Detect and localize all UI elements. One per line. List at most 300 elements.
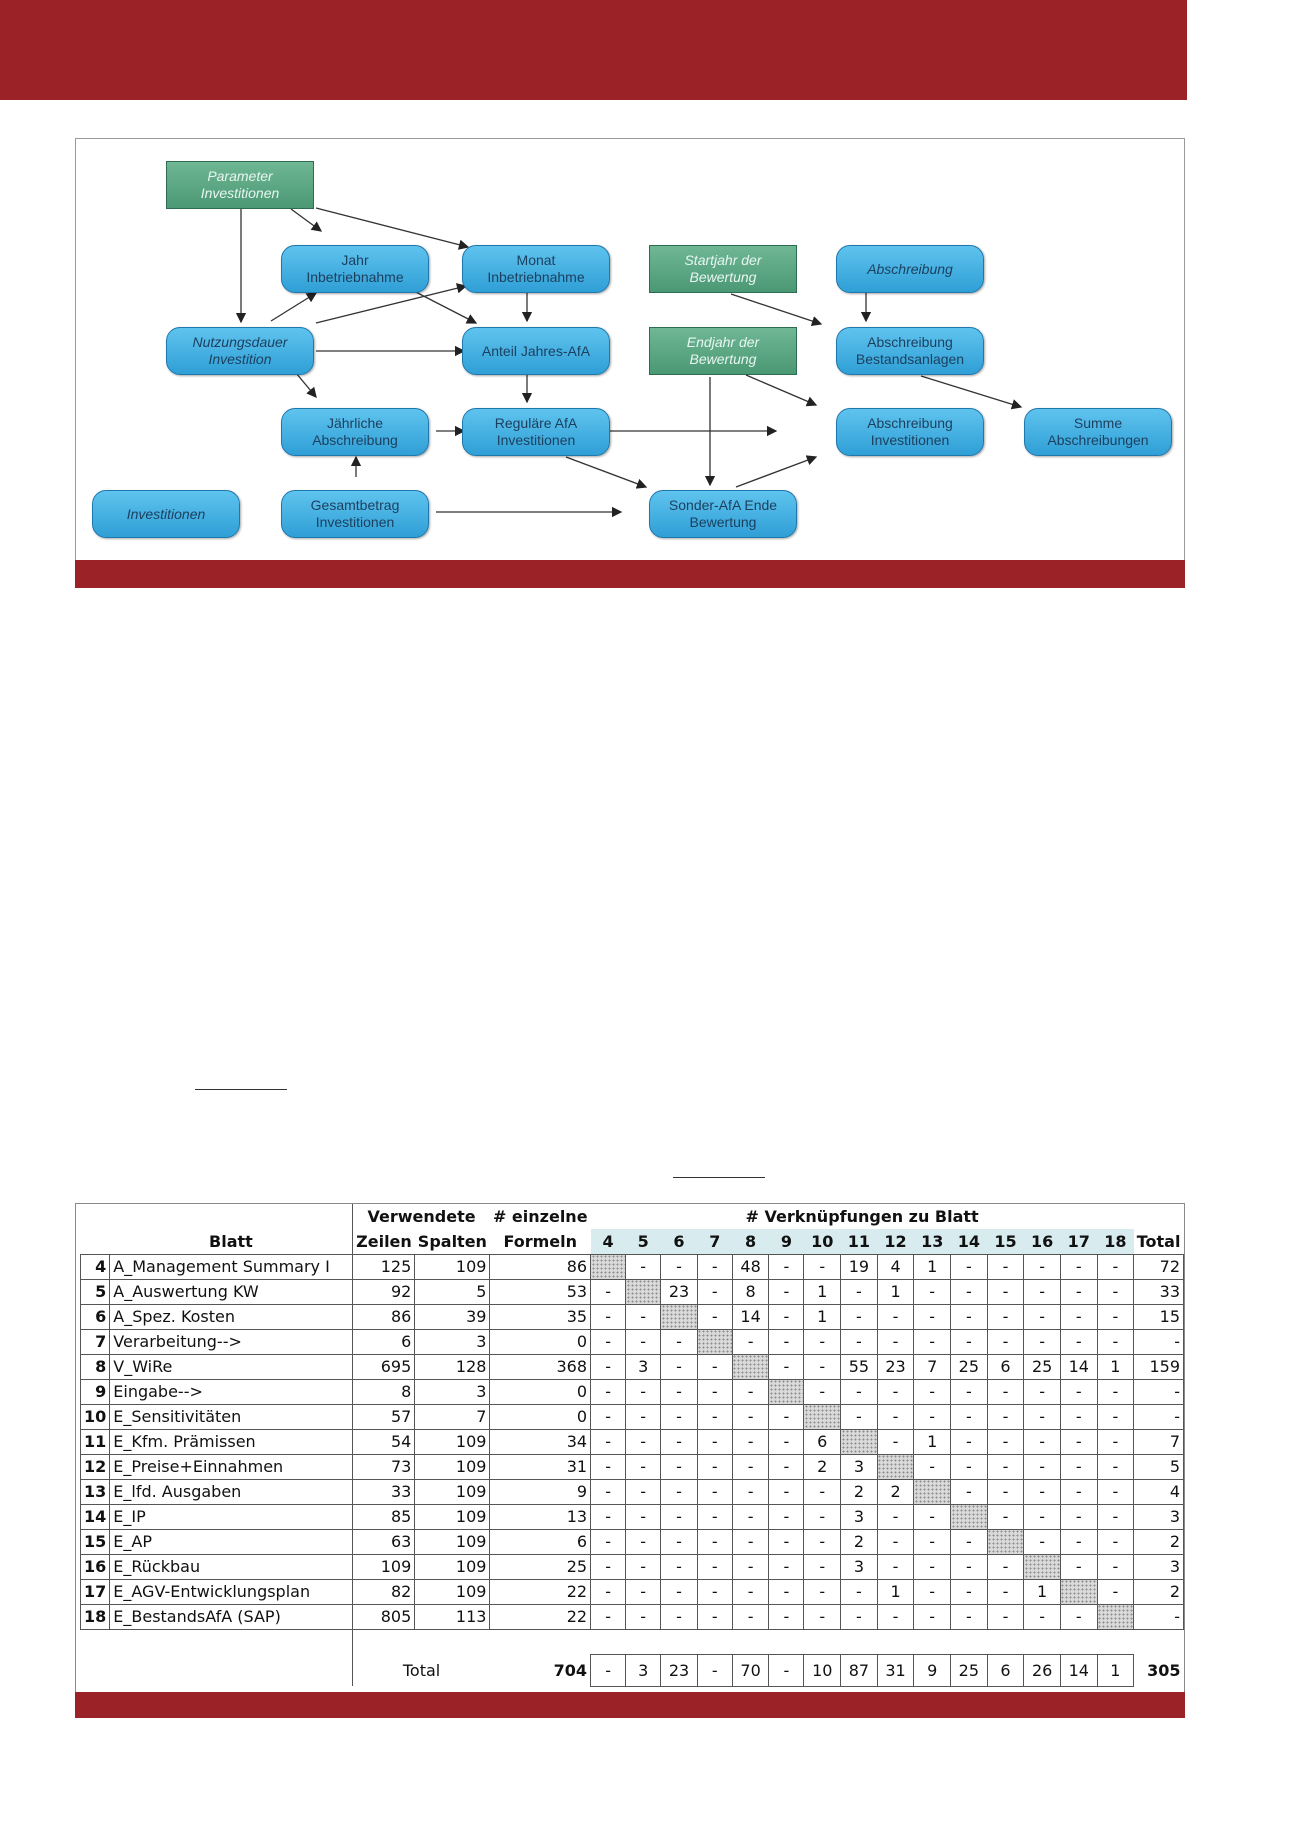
link-count: -: [1024, 1529, 1061, 1554]
formeln-value: 22: [490, 1604, 591, 1629]
totals-link-count: 9: [914, 1654, 951, 1686]
link-count: -: [914, 1329, 951, 1354]
link-count: -: [1024, 1379, 1061, 1404]
link-count: 2: [804, 1454, 841, 1479]
zeilen-value: 6: [353, 1329, 415, 1354]
row-total: -: [1134, 1604, 1184, 1629]
row-total: 2: [1134, 1529, 1184, 1554]
spalten-value: 109: [415, 1504, 490, 1529]
link-count: -: [1097, 1579, 1134, 1604]
link-count: -: [951, 1454, 988, 1479]
link-count: 3: [626, 1354, 661, 1379]
link-count: -: [804, 1604, 841, 1629]
spalten-value: 109: [415, 1254, 490, 1279]
link-count: -: [661, 1429, 698, 1454]
link-count: -: [877, 1604, 914, 1629]
totals-formeln: 704: [553, 1660, 588, 1680]
link-count: -: [732, 1379, 769, 1404]
link-count: -: [591, 1379, 626, 1404]
link-count: -: [951, 1479, 988, 1504]
link-count: -: [1097, 1454, 1134, 1479]
totals-link-count: 6: [987, 1654, 1024, 1686]
edge: [296, 373, 316, 397]
link-count: [661, 1304, 698, 1329]
link-count: -: [841, 1329, 878, 1354]
formeln-value: 35: [490, 1304, 591, 1329]
link-count: -: [732, 1429, 769, 1454]
link-count: -: [1060, 1304, 1097, 1329]
table-row: [81, 1404, 1184, 1429]
link-count: -: [1060, 1254, 1097, 1279]
link-count: -: [732, 1604, 769, 1629]
link-count: 14: [732, 1304, 769, 1329]
link-count: -: [877, 1329, 914, 1354]
header-link-column: 13: [914, 1229, 951, 1254]
formeln-value: 368: [490, 1354, 591, 1379]
sheet-name: Verarbeitung-->: [110, 1329, 353, 1354]
link-count: -: [769, 1554, 804, 1579]
zeilen-value: 109: [353, 1554, 415, 1579]
link-count: 8: [732, 1279, 769, 1304]
link-count: -: [1097, 1279, 1134, 1304]
header-link-column: 18: [1097, 1229, 1134, 1254]
row-total: -: [1134, 1404, 1184, 1429]
link-count: 1: [804, 1304, 841, 1329]
header-link-column: 4: [591, 1229, 626, 1254]
link-count: 1: [804, 1279, 841, 1304]
link-count: -: [877, 1529, 914, 1554]
formeln-value: 9: [490, 1479, 591, 1504]
link-count: -: [626, 1429, 661, 1454]
header-blank: [81, 1229, 110, 1254]
link-count: -: [697, 1479, 732, 1504]
table-row: [81, 1304, 1184, 1329]
link-count: -: [877, 1379, 914, 1404]
header-link-column: 11: [841, 1229, 878, 1254]
sheet-name: E_Preise+Einnahmen: [110, 1454, 353, 1479]
link-count: -: [951, 1429, 988, 1454]
link-count: -: [1097, 1329, 1134, 1354]
link-count: -: [732, 1329, 769, 1354]
link-count: -: [987, 1404, 1024, 1429]
zeilen-value: 92: [353, 1279, 415, 1304]
link-count: -: [661, 1404, 698, 1429]
link-count: 19: [841, 1254, 878, 1279]
link-count: -: [591, 1429, 626, 1454]
link-count: -: [877, 1429, 914, 1454]
header-link-column: 5: [626, 1229, 661, 1254]
row-total: 4: [1134, 1479, 1184, 1504]
header-bar: [0, 0, 1187, 100]
link-count: [769, 1379, 804, 1404]
totals-link-count: 1: [1097, 1654, 1134, 1686]
link-count: -: [769, 1304, 804, 1329]
link-count: [877, 1454, 914, 1479]
sheet-name: E_IP: [110, 1504, 353, 1529]
link-count: -: [1060, 1454, 1097, 1479]
table-row: [81, 1329, 1184, 1354]
spalten-value: 3: [415, 1379, 490, 1404]
link-count: [841, 1429, 878, 1454]
zeilen-value: 57: [353, 1404, 415, 1429]
sheet-number: 10: [81, 1404, 110, 1429]
formeln-value: 86: [490, 1254, 591, 1279]
link-count: 2: [841, 1529, 878, 1554]
link-count: -: [951, 1254, 988, 1279]
link-count: [1097, 1604, 1134, 1629]
spacer-row: [81, 1629, 1184, 1654]
link-count: -: [591, 1479, 626, 1504]
link-count: -: [697, 1354, 732, 1379]
row-total: 2: [1134, 1579, 1184, 1604]
zeilen-value: 82: [353, 1579, 415, 1604]
sheet-number: 15: [81, 1529, 110, 1554]
link-count: 1: [914, 1254, 951, 1279]
link-count: -: [661, 1504, 698, 1529]
link-count: 6: [804, 1429, 841, 1454]
link-count: 23: [877, 1354, 914, 1379]
link-count: -: [661, 1554, 698, 1579]
link-count: -: [769, 1529, 804, 1554]
header-link-column: 7: [697, 1229, 732, 1254]
link-count: -: [987, 1304, 1024, 1329]
row-total: -: [1134, 1379, 1184, 1404]
formeln-value: 13: [490, 1504, 591, 1529]
link-count: -: [914, 1554, 951, 1579]
spalten-value: 109: [415, 1529, 490, 1554]
link-count: -: [626, 1579, 661, 1604]
spacer: [81, 1629, 353, 1654]
sheet-name: E_BestandsAfA (SAP): [110, 1604, 353, 1629]
link-count: -: [626, 1604, 661, 1629]
row-total: 72: [1134, 1254, 1184, 1279]
node-startjahr-bewertung: Startjahr der Bewertung: [649, 245, 797, 293]
link-count: [1024, 1554, 1061, 1579]
link-count: -: [804, 1379, 841, 1404]
sheet-name: E_Rückbau: [110, 1554, 353, 1579]
link-count: -: [1024, 1404, 1061, 1429]
formeln-value: 31: [490, 1454, 591, 1479]
edge: [566, 457, 646, 487]
zeilen-value: 695: [353, 1354, 415, 1379]
table-footer-bar: [75, 1692, 1185, 1718]
link-count: -: [1060, 1529, 1097, 1554]
link-count: [591, 1254, 626, 1279]
link-matrix-table: [75, 1203, 1185, 1718]
sheet-name: Eingabe-->: [110, 1379, 353, 1404]
link-count: -: [769, 1404, 804, 1429]
header-link-column: 6: [661, 1229, 698, 1254]
sheet-number: 16: [81, 1554, 110, 1579]
totals-row: [81, 1654, 1184, 1686]
link-count: -: [914, 1279, 951, 1304]
link-count: -: [769, 1429, 804, 1454]
row-total: 159: [1134, 1354, 1184, 1379]
header-verwendete: Verwendete: [353, 1204, 490, 1229]
totals-link-count: 26: [1024, 1654, 1061, 1686]
header-link-column: 16: [1024, 1229, 1061, 1254]
sheet-number: 4: [81, 1254, 110, 1279]
spalten-value: 128: [415, 1354, 490, 1379]
totals-link-count: 25: [951, 1654, 988, 1686]
sheet-number: 5: [81, 1279, 110, 1304]
link-count: -: [1097, 1429, 1134, 1454]
totals-link-count: 23: [661, 1654, 698, 1686]
table-row: [81, 1579, 1184, 1604]
link-count: -: [661, 1454, 698, 1479]
link-count: -: [626, 1479, 661, 1504]
row-total: 5: [1134, 1454, 1184, 1479]
link-count: -: [626, 1304, 661, 1329]
link-count: -: [626, 1379, 661, 1404]
sheet-name: E_AP: [110, 1529, 353, 1554]
link-count: 25: [951, 1354, 988, 1379]
totals-link-count: 87: [841, 1654, 878, 1686]
link-count: -: [591, 1404, 626, 1429]
link-count: -: [591, 1554, 626, 1579]
link-count: -: [1024, 1479, 1061, 1504]
link-count: -: [1060, 1429, 1097, 1454]
link-count: [697, 1329, 732, 1354]
link-count: -: [877, 1504, 914, 1529]
formeln-value: 0: [490, 1379, 591, 1404]
header-total: Total: [1136, 1231, 1181, 1251]
edge: [921, 376, 1021, 407]
link-count: -: [804, 1504, 841, 1529]
link-count: -: [1060, 1279, 1097, 1304]
link-count: -: [697, 1429, 732, 1454]
link-count: [951, 1504, 988, 1529]
zeilen-value: 63: [353, 1529, 415, 1554]
sheet-number: 7: [81, 1329, 110, 1354]
link-count: -: [626, 1504, 661, 1529]
link-count: -: [1024, 1254, 1061, 1279]
edge: [291, 209, 321, 231]
spalten-value: 39: [415, 1304, 490, 1329]
link-count: -: [732, 1479, 769, 1504]
header-zeilen: Zeilen: [353, 1229, 415, 1254]
link-count: -: [769, 1604, 804, 1629]
link-count: -: [591, 1454, 626, 1479]
link-count: -: [951, 1604, 988, 1629]
link-count: -: [732, 1579, 769, 1604]
link-count: -: [951, 1579, 988, 1604]
row-total: 7: [1134, 1429, 1184, 1454]
header-einzelne: # einzelne: [492, 1207, 588, 1226]
link-count: -: [1097, 1554, 1134, 1579]
totals-link-count: 31: [877, 1654, 914, 1686]
sheet-number: 12: [81, 1454, 110, 1479]
sheet-name: V_WiRe: [110, 1354, 353, 1379]
sheet-number: 11: [81, 1429, 110, 1454]
header-blank: [1134, 1204, 1184, 1229]
link-count: -: [697, 1579, 732, 1604]
link-count: -: [951, 1529, 988, 1554]
link-count: -: [951, 1554, 988, 1579]
header-verknuepfungen: # Verknüpfungen zu Blatt: [745, 1207, 979, 1226]
table-row: [81, 1279, 1184, 1304]
link-count: [987, 1529, 1024, 1554]
diagram-footer-bar: [75, 560, 1185, 588]
header-link-column: 17: [1060, 1229, 1097, 1254]
spalten-value: 113: [415, 1604, 490, 1629]
link-count: -: [697, 1254, 732, 1279]
totals-link-count: -: [591, 1654, 626, 1686]
node-nutzungsdauer-investition: Nutzungsdauer Investition: [166, 327, 314, 375]
link-count: -: [804, 1554, 841, 1579]
link-count: -: [1060, 1479, 1097, 1504]
link-count: [914, 1479, 951, 1504]
node-monat-inbetriebnahme: Monat Inbetriebnahme: [462, 245, 610, 293]
link-count: -: [769, 1329, 804, 1354]
zeilen-value: 73: [353, 1454, 415, 1479]
totals-link-count: -: [697, 1654, 732, 1686]
link-count: -: [987, 1279, 1024, 1304]
link-count: -: [661, 1379, 698, 1404]
table-row: [81, 1354, 1184, 1379]
header-link-column: 8: [732, 1229, 769, 1254]
link-count: -: [591, 1279, 626, 1304]
link-count: -: [1060, 1604, 1097, 1629]
link-count: -: [1024, 1604, 1061, 1629]
link-count: -: [951, 1279, 988, 1304]
formeln-value: 25: [490, 1554, 591, 1579]
table-row: [81, 1429, 1184, 1454]
table-row: [81, 1254, 1184, 1279]
sheet-name: A_Spez. Kosten: [110, 1304, 353, 1329]
sheet-number: 9: [81, 1379, 110, 1404]
link-count: -: [661, 1579, 698, 1604]
sheet-number: 14: [81, 1504, 110, 1529]
table-row: [81, 1604, 1184, 1629]
link-count: 1: [1097, 1354, 1134, 1379]
link-count: -: [987, 1329, 1024, 1354]
header-blatt: Blatt: [209, 1231, 253, 1251]
header-row: [81, 1204, 1184, 1229]
spalten-value: 5: [415, 1279, 490, 1304]
formeln-value: 0: [490, 1404, 591, 1429]
link-count: -: [697, 1379, 732, 1404]
link-count: -: [841, 1279, 878, 1304]
matrix: [80, 1204, 1184, 1687]
row-total: -: [1134, 1329, 1184, 1354]
zeilen-value: 33: [353, 1479, 415, 1504]
totals-link-count: -: [769, 1654, 804, 1686]
node-summe-abschreibungen: Summe Abschreibungen: [1024, 408, 1172, 456]
sheet-name: E_lfd. Ausgaben: [110, 1479, 353, 1504]
link-count: -: [841, 1304, 878, 1329]
formeln-value: 34: [490, 1429, 591, 1454]
header-link-column: 14: [951, 1229, 988, 1254]
edge: [271, 293, 316, 321]
link-count: [1060, 1579, 1097, 1604]
link-count: -: [769, 1279, 804, 1304]
link-count: -: [697, 1554, 732, 1579]
link-count: -: [591, 1579, 626, 1604]
link-count: -: [769, 1479, 804, 1504]
header-blank: [110, 1204, 353, 1229]
link-count: 1: [877, 1279, 914, 1304]
link-count: 3: [841, 1554, 878, 1579]
link-count: -: [591, 1604, 626, 1629]
link-count: -: [769, 1579, 804, 1604]
table-row: [81, 1554, 1184, 1579]
zeilen-value: 125: [353, 1254, 415, 1279]
link-count: -: [661, 1479, 698, 1504]
sheet-name: E_AGV-Entwicklungsplan: [110, 1579, 353, 1604]
link-count: -: [951, 1329, 988, 1354]
link-count: -: [591, 1354, 626, 1379]
link-count: -: [732, 1404, 769, 1429]
link-count: -: [1097, 1504, 1134, 1529]
link-count: -: [841, 1604, 878, 1629]
sheet-number: 17: [81, 1579, 110, 1604]
link-count: -: [987, 1554, 1024, 1579]
link-count: 23: [661, 1279, 698, 1304]
link-count: -: [1097, 1379, 1134, 1404]
node-abschreibung-bestandsanlagen: Abschreibung Bestandsanlagen: [836, 327, 984, 375]
node-jaehrliche-abschreibung: Jährliche Abschreibung: [281, 408, 429, 456]
link-count: -: [697, 1404, 732, 1429]
underline-mark: [673, 1177, 765, 1178]
node-anteil-jahres-afa: Anteil Jahres-AfA: [462, 327, 610, 375]
edge: [316, 208, 468, 247]
link-count: -: [697, 1504, 732, 1529]
node-abschreibung: Abschreibung: [836, 245, 984, 293]
edge: [746, 375, 816, 405]
link-count: -: [987, 1604, 1024, 1629]
link-count: 25: [1024, 1354, 1061, 1379]
link-count: -: [1024, 1454, 1061, 1479]
totals-label: Total: [353, 1654, 490, 1686]
link-count: [804, 1404, 841, 1429]
link-count: -: [804, 1254, 841, 1279]
link-count: 7: [914, 1354, 951, 1379]
zeilen-value: 8: [353, 1379, 415, 1404]
link-count: [732, 1354, 769, 1379]
sheet-number: 6: [81, 1304, 110, 1329]
link-count: -: [804, 1479, 841, 1504]
link-count: -: [841, 1404, 878, 1429]
link-count: -: [987, 1504, 1024, 1529]
formeln-value: 22: [490, 1579, 591, 1604]
link-count: -: [1024, 1329, 1061, 1354]
link-count: -: [661, 1529, 698, 1554]
link-count: -: [1024, 1429, 1061, 1454]
link-count: -: [661, 1604, 698, 1629]
grand-total: 305: [1147, 1660, 1181, 1680]
link-count: -: [1024, 1504, 1061, 1529]
link-count: -: [661, 1254, 698, 1279]
link-count: -: [914, 1379, 951, 1404]
table-row: [81, 1504, 1184, 1529]
link-count: -: [877, 1404, 914, 1429]
link-count: -: [1097, 1304, 1134, 1329]
sheet-name: E_Kfm. Prämissen: [110, 1429, 353, 1454]
table-row: [81, 1529, 1184, 1554]
sheet-name: A_Auswertung KW: [110, 1279, 353, 1304]
link-count: -: [987, 1379, 1024, 1404]
link-count: -: [626, 1529, 661, 1554]
table-row: [81, 1454, 1184, 1479]
row-total: 3: [1134, 1554, 1184, 1579]
link-count: -: [987, 1429, 1024, 1454]
link-count: -: [769, 1504, 804, 1529]
sheet-number: 18: [81, 1604, 110, 1629]
link-count: -: [987, 1254, 1024, 1279]
link-count: -: [877, 1304, 914, 1329]
link-count: -: [914, 1454, 951, 1479]
